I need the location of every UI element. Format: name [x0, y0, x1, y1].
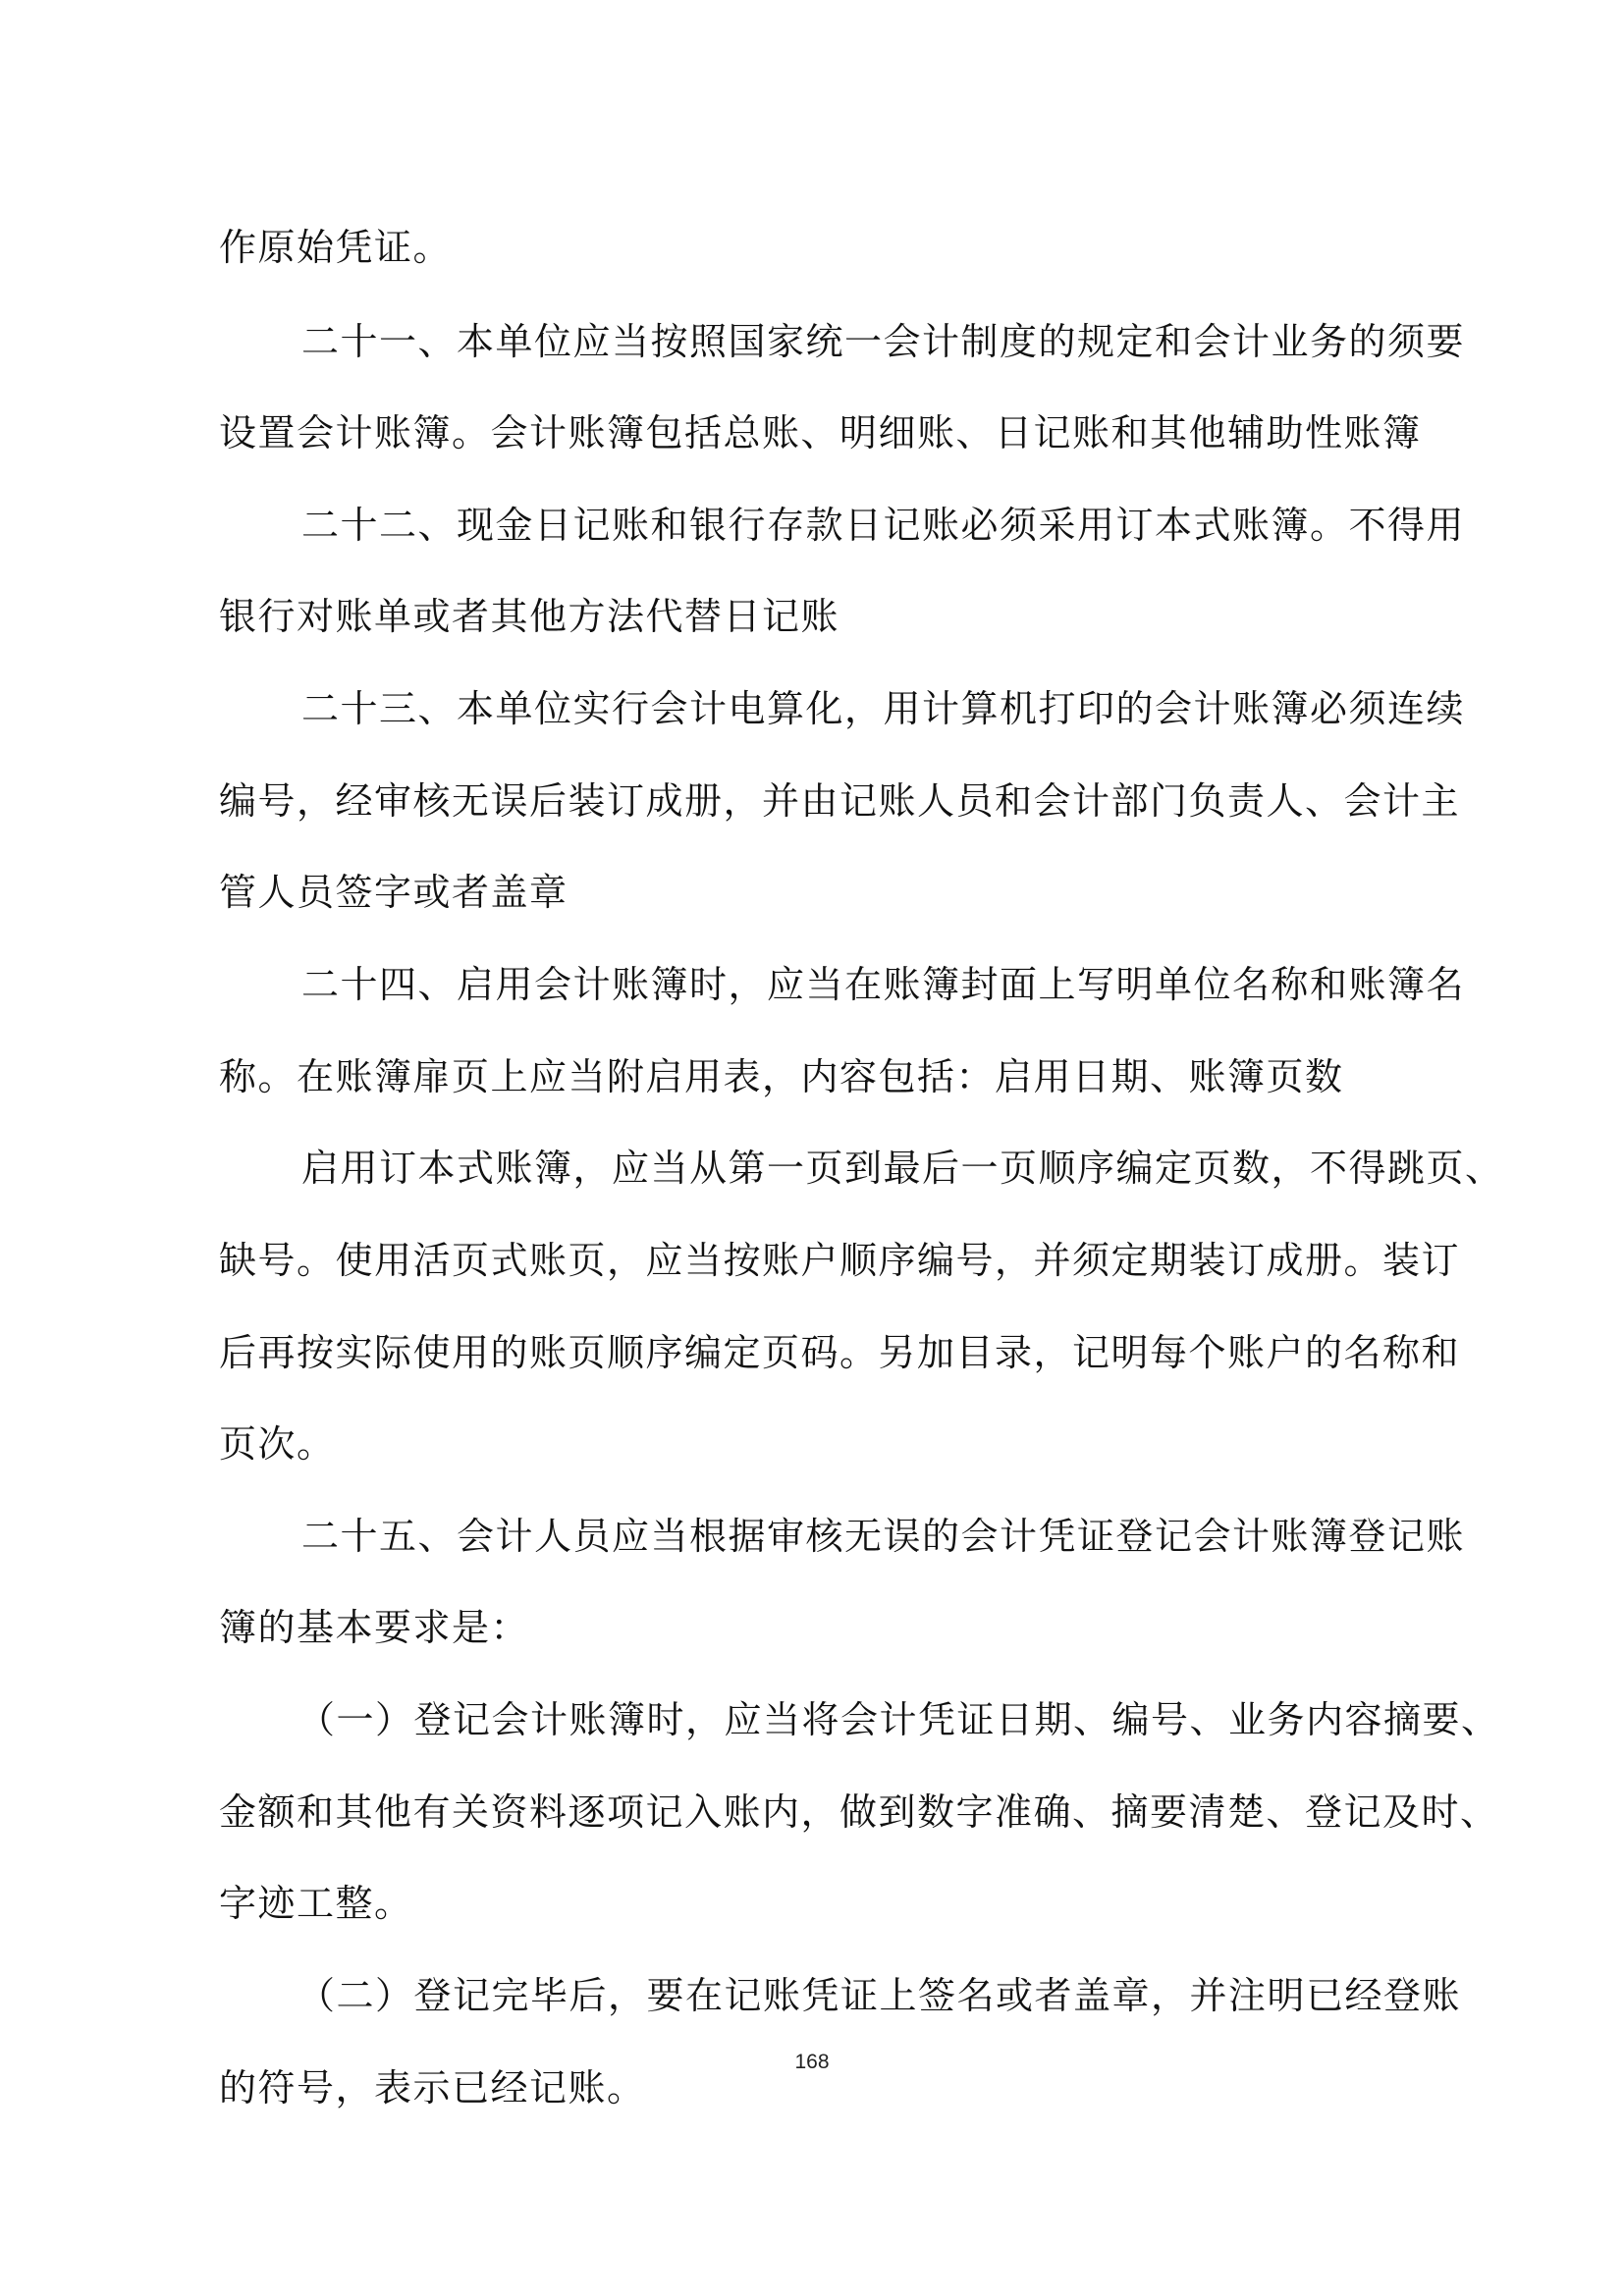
text-line: 二十五、会计人员应当根据审核无误的会计凭证登记会计账簿登记账	[301, 1515, 1466, 1558]
text-line: 称。在账簿扉页上应当附启用表，内容包括：启用日期、账簿页数	[219, 1055, 1344, 1098]
text-line: 管人员签字或者盖章	[219, 871, 568, 914]
text-line: 二十二、现金日记账和银行存款日记账必须采用订本式账簿。不得用	[301, 504, 1466, 547]
text-line: 字迹工整。	[219, 1882, 413, 1925]
text-line: 二十四、启用会计账簿时，应当在账簿封面上写明单位名称和账簿名	[301, 963, 1466, 1006]
text-line: 设置会计账簿。会计账簿包括总账、明细账、日记账和其他辅助性账簿	[219, 411, 1422, 454]
text-line: （二）登记完毕后，要在记账凭证上签名或者盖章，并注明已经登账	[298, 1974, 1462, 2017]
text-line: 金额和其他有关资料逐项记入账内，做到数字准确、摘要清楚、登记及时、	[219, 1790, 1499, 1834]
page-number: 168	[794, 2051, 830, 2073]
text-line: 二十三、本单位实行会计电算化，用计算机打印的会计账簿必须连续	[301, 687, 1466, 730]
text-line: 编号，经审核无误后装订成册，并由记账人员和会计部门负责人、会计主	[219, 779, 1461, 823]
text-line: （一）登记会计账簿时，应当将会计凭证日期、编号、业务内容摘要、	[298, 1698, 1500, 1741]
text-line: 后再按实际使用的账页顺序编定页码。另加目录，记明每个账户的名称和	[219, 1331, 1461, 1374]
text-line: 缺号。使用活页式账页，应当按账户顺序编号，并须定期装订成册。装订	[219, 1239, 1461, 1282]
text-line: 簿的基本要求是：	[219, 1606, 530, 1649]
text-line: 作原始凭证。	[219, 226, 453, 269]
text-line: 启用订本式账簿，应当从第一页到最后一页顺序编定页数，不得跳页、	[301, 1147, 1504, 1190]
text-line: 的符号，表示已经记账。	[219, 2066, 646, 2109]
text-line: 二十一、本单位应当按照国家统一会计制度的规定和会计业务的须要	[301, 320, 1466, 363]
text-line: 页次。	[219, 1422, 336, 1466]
text-line: 银行对账单或者其他方法代替日记账	[219, 595, 840, 638]
